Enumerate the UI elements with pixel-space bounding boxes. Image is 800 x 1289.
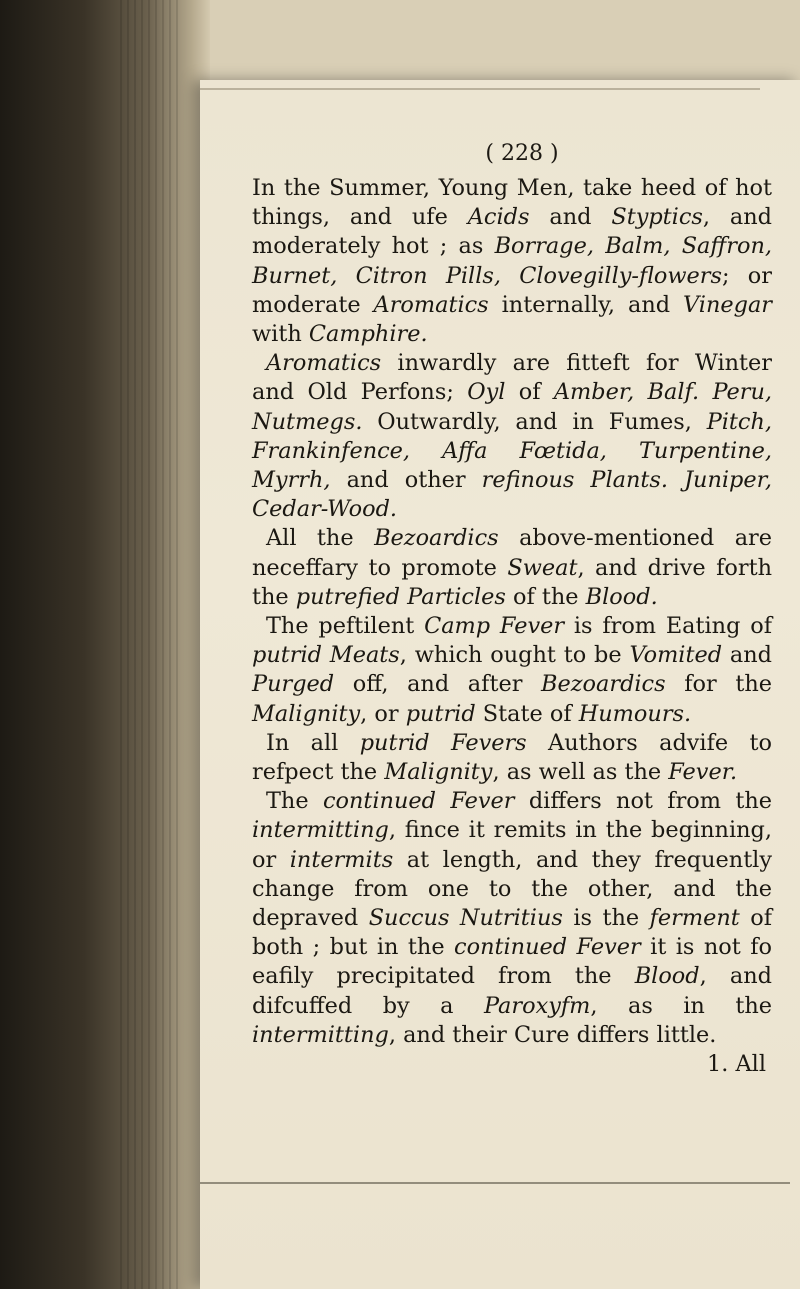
roman-text: Authors advife to refpect the <box>252 729 772 786</box>
italic-text: Camphire. <box>308 321 428 348</box>
roman-text: and other <box>330 467 482 494</box>
italic-text: Purged <box>252 671 335 698</box>
italic-text: ferment <box>649 905 740 932</box>
roman-text: of the <box>505 583 586 610</box>
italic-text: putrid <box>405 700 476 727</box>
roman-text: , and drive forth the <box>252 554 772 610</box>
italic-text: Vomited <box>629 642 723 669</box>
roman-text: is the <box>562 905 650 932</box>
italic-text: Succus Nutritius <box>368 905 563 932</box>
italic-text: Fever. <box>668 759 738 786</box>
paragraphs <box>252 174 772 1050</box>
paragraph <box>252 349 772 524</box>
italic-text: Bezoardics <box>541 671 666 698</box>
roman-text: it is not fo eafily precipitated from the <box>252 934 772 990</box>
paragraph <box>252 174 772 349</box>
italic-text: Paroxyfm <box>483 992 591 1019</box>
roman-text: , and difcuffed by a <box>252 963 772 1019</box>
italic-text: Sweat <box>507 554 578 581</box>
italic-text: Styptics <box>611 204 703 231</box>
roman-text: at length, and they frequently change from one to the other, and the depraved <box>252 846 772 932</box>
roman-text: ; or moderate <box>252 262 772 318</box>
roman-text: In the Summer, Young Men, take heed of hot things, and ufe <box>252 175 772 231</box>
roman-text: is from Eating of <box>564 613 772 640</box>
italic-text: Acids <box>467 204 530 231</box>
italic-text: putrid Meats <box>252 642 400 669</box>
paragraph <box>252 729 772 787</box>
italic-text: putrid Fevers <box>359 729 527 756</box>
italic-text: intermitting <box>252 817 389 844</box>
roman-text: of both ; but in the <box>252 905 773 961</box>
italic-text: Oyl <box>467 379 506 406</box>
italic-text: Pitch, Frankinfence, Affa Fœtida, Turpentine, Myrrh, <box>252 408 772 494</box>
roman-text: inwardly are fitteft for Winter and Old Perfons; <box>252 350 772 406</box>
italic-text: Amber, Balf. Peru, Nutmegs. <box>252 379 772 435</box>
italic-text: continued Fever <box>322 788 515 815</box>
roman-text: , as well as the <box>492 759 669 786</box>
roman-text: , or <box>360 700 406 727</box>
roman-text: for the <box>665 671 772 698</box>
italic-text: Camp Fever <box>424 613 565 640</box>
roman-text: and <box>529 204 612 231</box>
paragraph <box>252 612 772 729</box>
italic-text: Aromatics <box>373 291 489 318</box>
italic-text: Malignity <box>252 700 361 727</box>
roman-text: In all <box>266 729 360 756</box>
roman-text: , fince it remits in the beginning, or <box>252 817 772 873</box>
roman-text: All the <box>266 525 375 552</box>
page-top-edge <box>200 88 760 90</box>
roman-text: , as in the <box>590 992 772 1019</box>
roman-text: internally, and <box>488 291 684 318</box>
roman-text: , and their Cure differs little. <box>388 1021 717 1048</box>
italic-text: Blood <box>634 963 700 990</box>
bottom-page-edge <box>200 1182 790 1184</box>
italic-text: Vinegar <box>683 291 773 318</box>
italic-text: putrefied Particles <box>295 583 506 610</box>
italic-text: Borrage, Balm, Saffron, Burnet, Citron Pills, Clovegilly-flowers <box>252 233 772 289</box>
italic-text: intermits <box>289 846 394 873</box>
roman-text: differs not from the <box>514 788 772 815</box>
roman-text: The peftilent <box>266 613 425 640</box>
roman-text: and <box>722 642 772 669</box>
roman-text: State of <box>475 700 579 727</box>
roman-text: , which ought to be <box>399 642 630 669</box>
page-text-block <box>252 140 772 1079</box>
roman-text: Outwardly, and in Fumes, <box>362 408 707 435</box>
italic-text: continued Fever <box>454 934 641 961</box>
italic-text: Bezoardics <box>374 525 499 552</box>
italic-text: Malignity <box>384 759 493 786</box>
catchword: 1. All <box>707 1051 766 1078</box>
roman-text: , and moderately hot ; as <box>252 204 773 260</box>
book-binding-gutter <box>0 0 210 1289</box>
roman-text: with <box>252 321 309 348</box>
italic-text: refinous Plants. Juniper, Cedar-Wood. <box>252 467 772 523</box>
roman-text: of <box>505 379 554 406</box>
roman-text: The <box>266 788 323 815</box>
page-number: ( 228 ) <box>485 141 559 166</box>
italic-text: Humours. <box>578 700 692 727</box>
paragraph <box>252 787 772 1050</box>
paragraph <box>252 524 772 612</box>
roman-text: off, and after <box>334 671 542 698</box>
roman-text: above-mentioned are neceffary to promote <box>252 525 772 581</box>
italic-text: Aromatics <box>266 350 382 377</box>
italic-text: intermitting <box>252 1021 389 1048</box>
italic-text: Blood. <box>585 583 658 610</box>
